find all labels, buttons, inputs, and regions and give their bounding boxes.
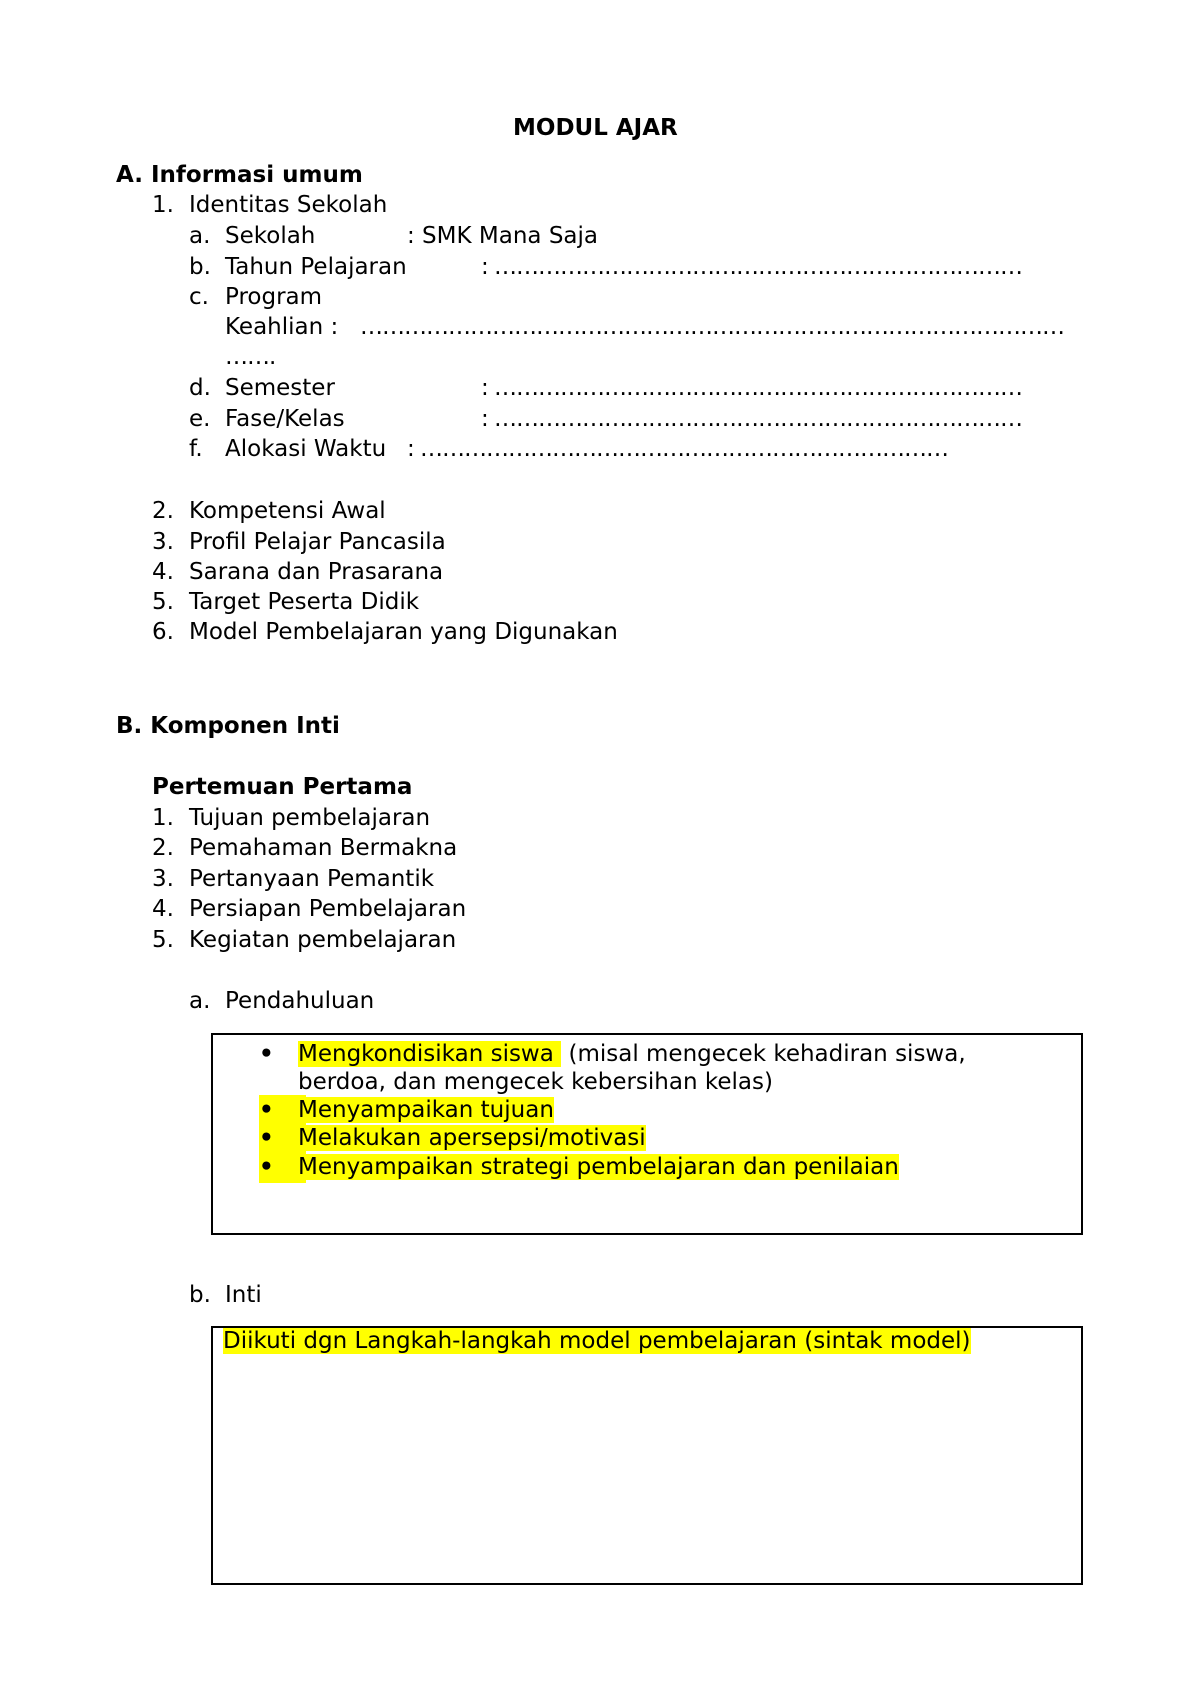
document-title: MODUL AJAR <box>513 115 678 141</box>
inti-box-text <box>223 1326 971 1357</box>
bullet-icon: • <box>259 1041 274 1067</box>
list-letter: e. <box>189 406 211 432</box>
list-letter: b. <box>189 254 211 280</box>
list-item: Profil Pelajar Pancasila <box>189 529 446 555</box>
list-letter: f. <box>189 436 203 462</box>
highlighted-text: Menyampaikan tujuan <box>298 1097 554 1123</box>
bullet-icon: • <box>259 1123 306 1154</box>
list-number: 1. <box>152 805 174 831</box>
item-identitas-sekolah: Identitas Sekolah <box>189 192 388 218</box>
list-letter: d. <box>189 375 211 401</box>
section-b-heading: B. Komponen Inti <box>116 713 340 739</box>
field-label-sekolah: Sekolah <box>225 223 316 249</box>
list-letter: a. <box>189 988 211 1014</box>
list-number: 5. <box>152 927 174 953</box>
list-item: Model Pembelajaran yang Digunakan <box>189 619 618 645</box>
list-item: Kompetensi Awal <box>189 498 386 524</box>
field-label-semester: Semester <box>225 375 335 401</box>
field-label-program: Program <box>225 284 323 310</box>
highlighted-text: Menyampaikan strategi pembelajaran dan penilaian <box>298 1154 899 1180</box>
bullet-text <box>298 1095 554 1126</box>
field-value-alokasi-waktu: : ……………………………………………………………… <box>407 436 949 462</box>
list-letter: b. <box>189 1282 211 1308</box>
list-item: Kegiatan pembelajaran <box>189 927 457 953</box>
field-label-fase-kelas: Fase/Kelas <box>225 406 345 432</box>
field-value-tahun-pelajaran: : ……………………………………………………………… <box>481 254 1023 280</box>
bullet-text <box>298 1123 646 1154</box>
pendahuluan-box <box>211 1033 1083 1235</box>
field-value-program-keahlian-cont: ……. <box>225 344 276 370</box>
list-item: Pemahaman Bermakna <box>189 835 458 861</box>
list-number: 2. <box>152 498 174 524</box>
field-label-alokasi-waktu: Alokasi Waktu <box>225 436 387 462</box>
list-item: Pertanyaan Pemantik <box>189 866 435 892</box>
bullet-text <box>298 1039 966 1070</box>
bullet-icon: • <box>259 1095 306 1126</box>
plain-text: (misal mengecek kehadiran siswa, <box>561 1041 966 1067</box>
list-item: Target Peserta Didik <box>189 589 420 615</box>
field-label-keahlian: Keahlian : <box>225 314 339 340</box>
list-item: Tujuan pembelajaran <box>189 805 431 831</box>
list-number: 5. <box>152 589 174 615</box>
pendahuluan-label: Pendahuluan <box>225 988 375 1014</box>
list-number: 1. <box>152 192 174 218</box>
list-item: Sarana dan Prasarana <box>189 559 444 585</box>
field-value-sekolah: : SMK Mana Saja <box>407 223 598 249</box>
bullet-text-continued: berdoa, dan mengecek kebersihan kelas) <box>298 1069 773 1095</box>
bullet-text <box>298 1152 899 1183</box>
highlighted-text: Melakukan apersepsi/motivasi <box>298 1125 646 1151</box>
highlighted-text: Mengkondisikan siswa <box>298 1041 562 1067</box>
field-value-semester: : ……………………………………………………………… <box>481 375 1023 401</box>
list-number: 4. <box>152 559 174 585</box>
list-number: 4. <box>152 896 174 922</box>
list-number: 6. <box>152 619 174 645</box>
field-label-tahun-pelajaran: Tahun Pelajaran <box>225 254 407 280</box>
list-letter: a. <box>189 223 211 249</box>
inti-label: Inti <box>225 1282 262 1308</box>
inti-box <box>211 1326 1083 1585</box>
field-value-program-keahlian: …………………………………………………………………………………… <box>360 314 1064 340</box>
highlighted-text: Diikuti dgn Langkah-langkah model pembelajaran (sintak model) <box>223 1328 971 1354</box>
field-value-fase-kelas: : ……………………………………………………………… <box>481 406 1023 432</box>
list-number: 2. <box>152 835 174 861</box>
section-a-heading: A. Informasi umum <box>116 162 363 188</box>
list-number: 3. <box>152 529 174 555</box>
subheading-pertemuan-pertama: Pertemuan Pertama <box>152 774 413 800</box>
list-item: Persiapan Pembelajaran <box>189 896 467 922</box>
list-number: 3. <box>152 866 174 892</box>
bullet-icon: • <box>259 1152 306 1183</box>
list-letter: c. <box>189 284 209 310</box>
